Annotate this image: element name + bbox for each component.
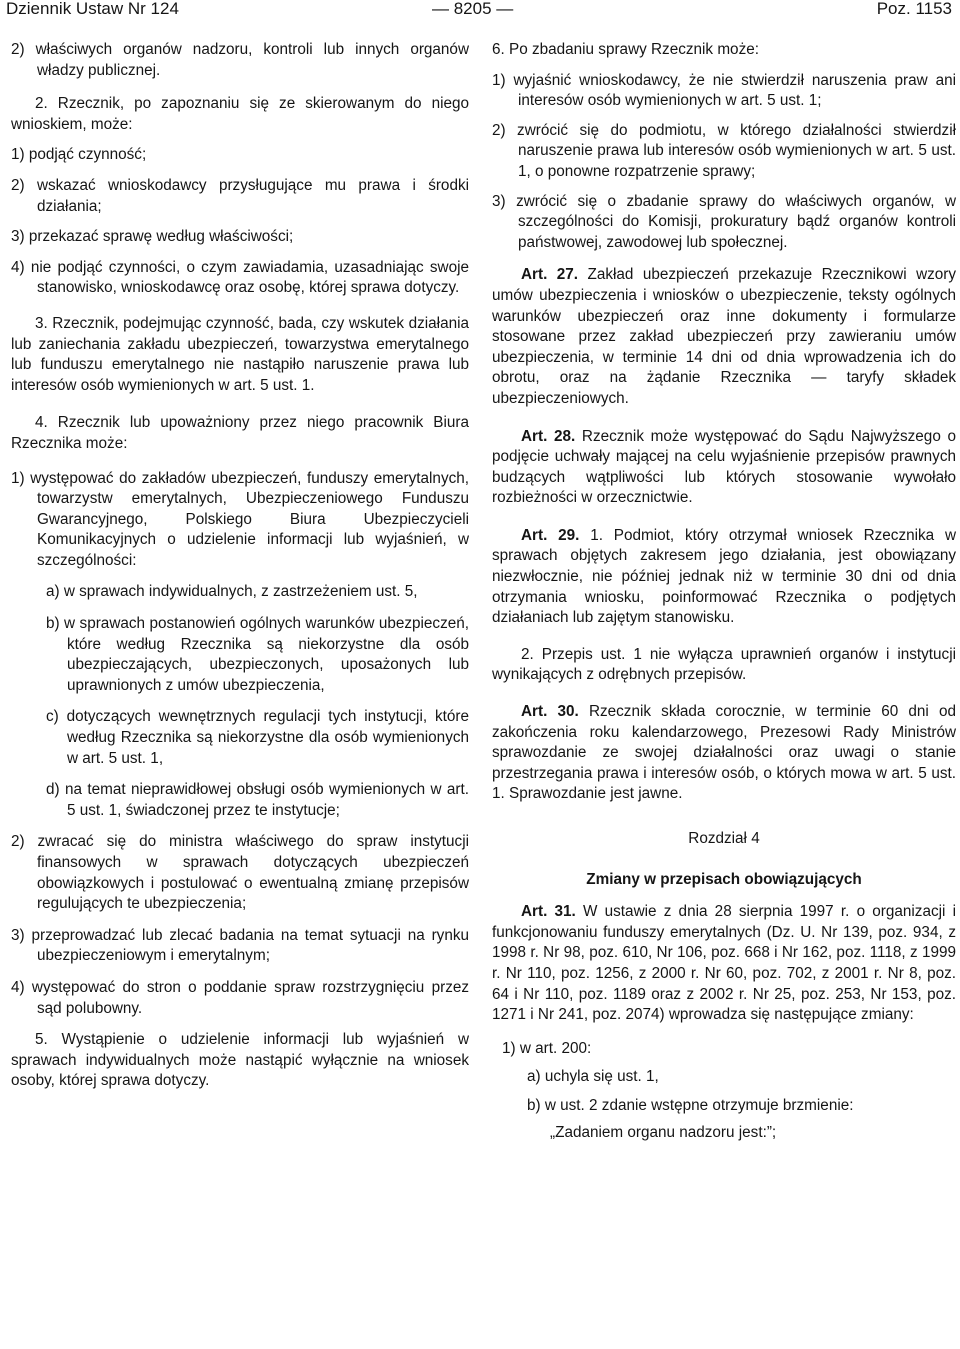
paragraph: 4. Rzecznik lub upoważniony przez niego pracownik Biura Rzecznika może: [11, 414, 469, 452]
list-item: 1) w art. 200: [502, 1039, 592, 1057]
paragraph: 2. Przepis ust. 1 nie wyłącza uprawnień organów i instytucji wynikających z odrębnych przepisów. [492, 645, 956, 684]
page-number: — 8205 — [432, 0, 514, 18]
article-label: Art. 27. [521, 266, 579, 284]
article-text: Rzecznik składa corocznie, w terminie 60 dni od zakończenia roku kalendarzowego, Prezesowi Rady Ministrów sprawozdanie ze swojej działalności oraz uwagi o stanie przestrzegania prawa i interesów osób, o których mowa w art. 5 ust. 1. Sprawozdanie jest jawne. [492, 703, 957, 803]
list-subitem: b) w ust. 2 zdanie wstępne otrzymuje brzmienie: [527, 1096, 854, 1114]
article-31 [492, 902, 956, 1026]
article-label: Art. 31. [521, 903, 576, 921]
article-28 [492, 427, 956, 509]
list-item: 4) występować do stron o poddanie spraw rozstrzygnięciu przez sąd polubowny. [11, 978, 469, 1017]
list-item: 2) zwracać się do ministra właściwego do spraw instytucji finansowych w sprawach dotyczących ubezpieczeń obowiązkowych i postulować o ewentualną zmianę przepisów regulujących te ubezpieczenia; [11, 833, 469, 913]
article-label: Art. 29. [521, 526, 580, 544]
list-item: 2) wskazać wnioskodawcy przysługujące mu prawa i środki działania; [11, 176, 469, 215]
article-label: Art. 28. [521, 427, 576, 445]
list-subitem: a) w sprawach indywidualnych, z zastrzeżeniem ust. 5, [46, 583, 418, 601]
journal-title: Dziennik Ustaw Nr 124 [6, 0, 179, 18]
list-item: 1) wyjaśnić wnioskodawcy, że nie stwierdził naruszenia praw ani interesów osób wymienionych w art. 5 ust. 1; [492, 71, 956, 110]
page-header [0, 0, 960, 20]
list-item: 3) zwrócić się o zbadanie sprawy do właściwych organów, w szczególności do Komisji, prokuratury bądź organów kontroli państwowej, zawodowej lub społecznej. [492, 192, 956, 251]
article-label: Art. 30. [521, 703, 579, 721]
list-item: 3) przeprowadzać lub zlecać badania na temat sytuacji na rynku ubezpieczeniowym i emerytalnym; [11, 926, 469, 965]
list-subitem: d) na temat nieprawidłowej obsługi osób wymienionych w art. 5 ust. 1, świadczonej przez te instytucje; [46, 781, 469, 819]
article-29 [492, 526, 956, 629]
article-27 [492, 265, 956, 409]
quote: „Zadaniem organu nadzoru jest:”; [550, 1123, 777, 1141]
list-item: 2) właściwych organów nadzoru, kontroli lub innych organów władzy publicznej. [11, 41, 469, 79]
left-column [11, 40, 469, 1092]
article-text: W ustawie z dnia 28 sierpnia 1997 r. o organizacji i funkcjonowaniu funduszy emerytalnych (Dz. U. Nr 139, poz. 934, z 1998 r. Nr 98, poz. 610, Nr 106, poz. 668 i Nr 162, poz. 1118, z 1999 r. Nr 110, poz. 1256, z 2000 r. Nr 60, poz. 702, z 2001 r. Nr 8, poz. 64 i Nr 110, poz. 1189 oraz z 2002 r. Nr 25, poz. 253, Nr 153, poz. 1271 i Nr 241, poz. 2074) wprowadza się następujące zmiany: [492, 903, 957, 1024]
chapter-title: Zmiany w przepisach obowiązujących [586, 870, 862, 888]
list-subitem: c) dotyczących wewnętrznych regulacji tych instytucji, które według Rzecznika są niekorzystne dla osób wymienionych w art. 5 ust. 1, [46, 708, 469, 767]
list-subitem: b) w sprawach postanowień ogólnych warunków ubezpieczeń, które według Rzecznika są niekorzystne dla osób ubezpieczających, ubezpieczonych, uposażonych lub uprawnionych z umów ubezpieczenia, [46, 615, 469, 694]
article-text: 1. Podmiot, który otrzymał wniosek Rzecznika w sprawach objętych zakresem jego działania, jest obowiązany niezwłocznie, nie później jednak niż w terminie 30 dni od dnia otrzymania wniosku, poinformować Rzecznika o podjętych działaniach lub zajętym stanowisku. [492, 526, 957, 627]
chapter-heading: Rozdział 4 [688, 830, 760, 847]
paragraph: 5. Wystąpienie o udzielenie informacji lub wyjaśnień w sprawach indywidualnych może nastąpić wyłącznie na wniosek osoby, której sprawa dotyczy. [11, 1031, 469, 1090]
article-30 [492, 702, 956, 805]
article-text: Zakład ubezpieczeń przekazuje Rzecznikowi wzory umów ubezpieczenia i wniosków o ubezpieczenie, teksty ogólnych warunków ubezpieczeń oraz inne dokumenty i formularze stosowane przez zakład ubezpieczeń przy zawieraniu umów ubezpieczenia, w terminie 14 dni od dnia wprowadzenia ich do obrotu, oraz na żądanie Rzecznika — taryfy składek ubezpieczeniowych. [492, 266, 957, 407]
paragraph: 2. Rzecznik, po zapoznaniu się ze skierowanym do niego wnioskiem, może: [11, 95, 469, 133]
list-item: 2) zwrócić się do podmiotu, w którego działalności stwierdził naruszenie prawa lub interesów osób wymienionych w art. 5 ust. 1, o ponowne rozpatrzenie sprawy; [492, 121, 956, 180]
list-subitem: a) uchyla się ust. 1, [527, 1068, 659, 1086]
paragraph: 6. Po zbadaniu sprawy Rzecznik może: [492, 41, 759, 58]
list-item: 1) podjąć czynność; [11, 146, 147, 164]
list-item: 3) przekazać sprawę według właściwości; [11, 228, 294, 246]
list-item: 1) występować do zakładów ubezpieczeń, funduszy emerytalnych, towarzystw emerytalnych, Ubezpieczeniowego Funduszu Gwarancyjnego, Polskiego Biura Ubezpieczycieli Komunikacyjnych o udzielenie informacji lub wyjaśnień, w szczególności: [11, 469, 469, 569]
position-number: Poz. 1153 [876, 0, 952, 18]
right-column [492, 40, 956, 1143]
paragraph: 3. Rzecznik, podejmując czynność, bada, czy wskutek działania lub zaniechania zakładu ubezpieczeń, towarzystwa emerytalnego lub funduszu emerytalnego nie nastąpiło naruszenie prawa lub interesów osób wymienionych w art. 5 ust. 1. [11, 314, 469, 394]
list-item: 4) nie podjąć czynności, o czym zawiadamia, uzasadniając swoje stanowisko, wnioskodawcę oraz osobę, której sprawa dotyczy. [11, 258, 469, 297]
article-text: Rzecznik może występować do Sądu Najwyższego o podjęcie uchwały mającej na celu wyjaśnienie przepisów prawnych budzących wątpliwości lub których stosowanie wywołało rozbieżności w orzecznictwie. [492, 427, 956, 507]
